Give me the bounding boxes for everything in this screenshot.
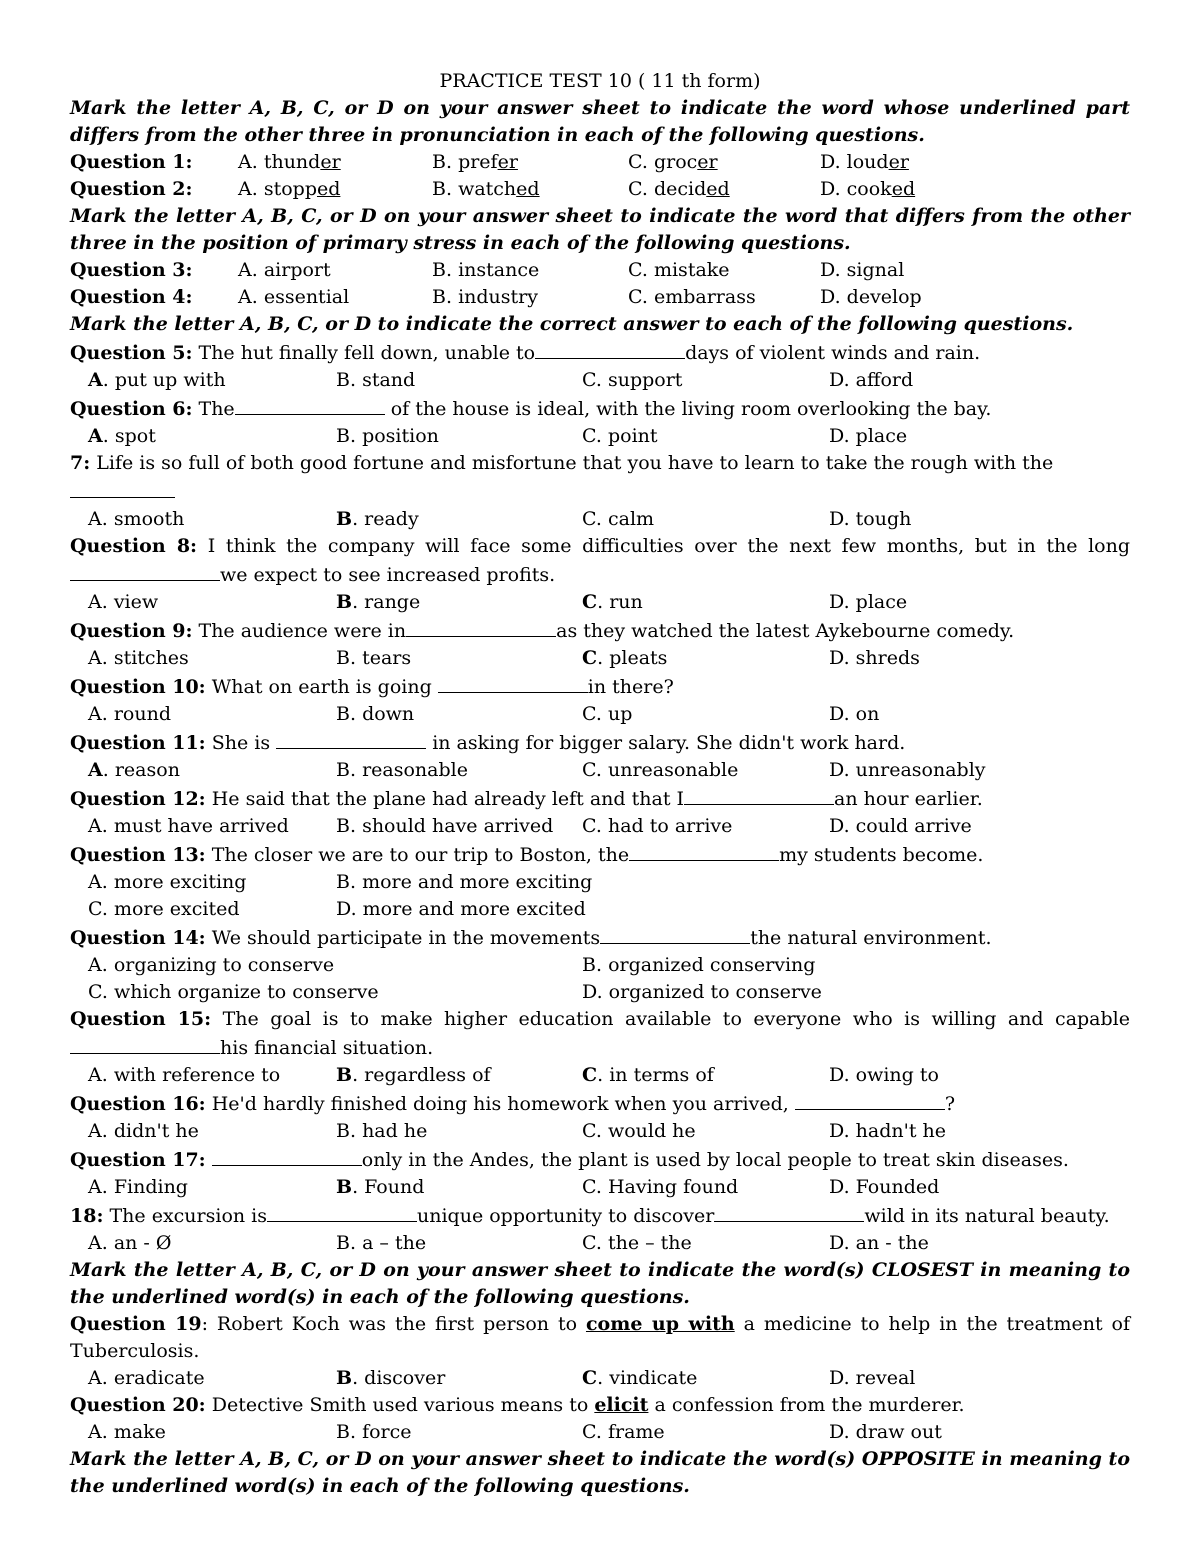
option-a: A. stopped <box>238 178 341 200</box>
option-a: A. organizing to conserve <box>88 954 335 976</box>
option-c: C. the – the <box>582 1232 692 1254</box>
option-b: B. organized conserving <box>582 954 816 976</box>
option-b: B. ready <box>336 508 419 530</box>
option-c: C. calm <box>582 508 655 530</box>
option-b: B. Found <box>336 1176 425 1198</box>
option-d: D. owing to <box>829 1064 939 1086</box>
option-b: B. had he <box>336 1120 428 1142</box>
option-d: D. hadn't he <box>829 1120 946 1142</box>
question-11-stem: Question 11: She is in asking for bigger salary. She didn't work hard. <box>70 728 1130 757</box>
answer-blank <box>795 1089 945 1110</box>
question-15-stem: Question 15: The goal is to make higher education available to everyone who is willing and capablehis financial situation. <box>70 1008 1130 1059</box>
option-a: A. airport <box>238 259 331 281</box>
question-18-options <box>70 1230 1130 1257</box>
option-a: A. put up with <box>88 369 226 391</box>
option-d: D. place <box>829 591 908 613</box>
question-8-stem: Question 8: I think the company will face some difficulties over the next few months, but in the longwe expect to see increased profits. <box>70 535 1131 586</box>
option-b: B. prefer <box>432 151 518 173</box>
option-b: B. regardless of <box>336 1064 491 1086</box>
option-b: B. industry <box>432 286 538 308</box>
option-b: B. watched <box>432 178 540 200</box>
option-d: D. reveal <box>829 1367 916 1389</box>
question-7-stem: 7: Life is so full of both good fortune and misfortune that you have to learn to take the rough with the <box>70 450 1130 506</box>
question-7-options <box>70 506 1130 533</box>
option-d: D. cooked <box>820 178 916 200</box>
option-b: B. tears <box>336 647 412 669</box>
option-b: B. down <box>336 703 415 725</box>
option-c: C. decided <box>628 178 730 200</box>
instruction-pronunciation: Mark the letter A, B, C, or D on your answer sheet to indicate the word whose underlined part differs from the other three in pronunciation in each of the following questions. <box>70 97 1130 146</box>
question-15-options <box>70 1062 1130 1089</box>
option-d: D. shreds <box>829 647 920 669</box>
question-label: Question 4: <box>70 286 193 308</box>
option-a: A. stitches <box>88 647 189 669</box>
question-2 <box>70 176 1130 203</box>
underlined-word: elicit <box>594 1394 649 1416</box>
option-c: C. in terms of <box>582 1064 714 1086</box>
question-8-options <box>70 589 1130 616</box>
option-a: A. essential <box>238 286 350 308</box>
question-10-stem: Question 10: What on earth is going in there? <box>70 672 1130 701</box>
option-c: C. unreasonable <box>582 759 739 781</box>
question-17-options <box>70 1174 1130 1201</box>
option-c: C. more excited <box>88 898 240 920</box>
test-page <box>70 68 1130 1500</box>
option-c: C. run <box>582 591 643 613</box>
option-d: D. Founded <box>829 1176 940 1198</box>
question-6-options <box>70 423 1130 450</box>
instruction-stress: Mark the letter A, B, C, or D on your answer sheet to indicate the word that differs from the other three in the position of primary stress in each of the following questions. <box>70 205 1130 254</box>
answer-blank <box>535 338 685 359</box>
option-b: B. should have arrived <box>336 815 554 837</box>
instruction-closest-meaning: Mark the letter A, B, C, or D on your answer sheet to indicate the word(s) CLOSEST in meaning to the underlined word(s) in each of the following questions. <box>70 1259 1130 1308</box>
option-d: D. place <box>829 425 908 447</box>
option-a: A. reason <box>88 759 180 781</box>
option-a: A. thunder <box>238 151 341 173</box>
option-d: D. unreasonably <box>829 759 986 781</box>
option-a: A. must have arrived <box>88 815 289 837</box>
question-10-options <box>70 701 1130 728</box>
answer-blank <box>714 1201 864 1222</box>
answer-blank <box>70 560 220 581</box>
underlined-phrase: come up with <box>585 1313 735 1335</box>
option-c: C. embarrass <box>628 286 756 308</box>
answer-blank <box>212 1145 362 1166</box>
question-19-options <box>70 1365 1130 1392</box>
option-c: C. pleats <box>582 647 668 669</box>
option-a: A. eradicate <box>88 1367 205 1389</box>
option-d: D. signal <box>820 259 905 281</box>
question-12-stem: Question 12: He said that the plane had already left and that I an hour earlier. <box>70 784 1130 813</box>
option-c: C. Having found <box>582 1176 739 1198</box>
question-20-stem: Question 20: Detective Smith used various means to elicit a confession from the murderer. <box>70 1394 965 1416</box>
answer-blank <box>70 477 175 498</box>
question-label: Question 2: <box>70 178 193 200</box>
question-label: Question 1: <box>70 151 193 173</box>
option-d: D. organized to conserve <box>582 981 822 1003</box>
option-c: C. which organize to conserve <box>88 981 379 1003</box>
option-d: D. afford <box>829 369 914 391</box>
option-c: C. had to arrive <box>582 815 733 837</box>
option-b: B. more and more exciting <box>336 871 593 893</box>
question-1 <box>70 149 1130 176</box>
option-d: D. more and more excited <box>336 898 586 920</box>
option-c: C. support <box>582 369 683 391</box>
question-14-options-ab <box>70 952 1130 979</box>
option-c: C. would he <box>582 1120 696 1142</box>
question-18-stem: 18: The excursion is unique opportunity to discover wild in its natural beauty. <box>70 1201 1130 1230</box>
question-9-options <box>70 645 1130 672</box>
option-a: A. spot <box>88 425 156 447</box>
option-b: B. position <box>336 425 439 447</box>
question-20-options <box>70 1419 1130 1446</box>
option-c: C. up <box>582 703 633 725</box>
answer-blank <box>600 923 750 944</box>
answer-blank <box>406 616 556 637</box>
answer-blank <box>276 728 426 749</box>
answer-blank <box>235 394 385 415</box>
option-a: A. more exciting <box>88 871 247 893</box>
option-b: B. force <box>336 1421 412 1443</box>
option-a: A. view <box>88 591 159 613</box>
option-d: D. on <box>829 703 880 725</box>
option-c: C. grocer <box>628 151 718 173</box>
option-d: D. draw out <box>829 1421 942 1443</box>
question-19-stem: Question 19: Robert Koch was the first person to come up with a medicine to help in the treatment of Tuberculosis. <box>70 1313 1130 1362</box>
answer-blank <box>70 1033 220 1054</box>
option-b: B. discover <box>336 1367 446 1389</box>
option-a: A. make <box>88 1421 166 1443</box>
question-16-options <box>70 1118 1130 1145</box>
option-c: C. frame <box>582 1421 665 1443</box>
answer-blank <box>684 784 834 805</box>
question-13-stem: Question 13: The closer we are to our trip to Boston, the my students become. <box>70 840 1130 869</box>
answer-blank <box>267 1201 417 1222</box>
option-d: D. an - the <box>829 1232 929 1254</box>
option-b: B. reasonable <box>336 759 468 781</box>
instruction-opposite-meaning: Mark the letter A, B, C, or D on your answer sheet to indicate the word(s) OPPOSITE in meaning to the underlined word(s) in each of the following questions. <box>70 1448 1130 1497</box>
option-a: A. Finding <box>88 1176 188 1198</box>
instruction-correct-answer: Mark the letter A, B, C, or D to indicate the correct answer to each of the following questions. <box>70 313 1074 335</box>
answer-blank <box>438 672 588 693</box>
option-a: A. smooth <box>88 508 185 530</box>
option-c: C. point <box>582 425 658 447</box>
question-6-stem: Question 6: The of the house is ideal, with the living room overlooking the bay. <box>70 394 1130 423</box>
option-a: A. an - Ø <box>88 1232 172 1254</box>
question-5-options <box>70 367 1130 394</box>
answer-blank <box>629 840 779 861</box>
question-16-stem: Question 16: He'd hardly finished doing his homework when you arrived, ? <box>70 1089 1130 1118</box>
option-d: D. develop <box>820 286 922 308</box>
page-title: PRACTICE TEST 10 ( 11 th form) <box>439 70 761 92</box>
option-a: A. with reference to <box>88 1064 281 1086</box>
question-13-options-ab <box>70 869 1130 896</box>
question-3 <box>70 257 1130 284</box>
option-d: D. tough <box>829 508 912 530</box>
question-13-options-cd <box>70 896 1130 923</box>
option-b: B. stand <box>336 369 416 391</box>
question-9-stem: Question 9: The audience were in as they watched the latest Aykebourne comedy. <box>70 616 1130 645</box>
question-5-stem: Question 5: The hut finally fell down, unable to days of violent winds and rain. <box>70 338 1130 367</box>
question-12-options <box>70 813 1130 840</box>
option-d: D. could arrive <box>829 815 972 837</box>
question-4 <box>70 284 1130 311</box>
question-label: Question 3: <box>70 259 193 281</box>
option-c: C. mistake <box>628 259 730 281</box>
question-17-stem: Question 17: only in the Andes, the plant is used by local people to treat skin diseases. <box>70 1145 1130 1174</box>
option-b: B. instance <box>432 259 540 281</box>
option-d: D. louder <box>820 151 909 173</box>
option-b: B. a – the <box>336 1232 427 1254</box>
option-b: B. range <box>336 591 421 613</box>
option-a: A. didn't he <box>88 1120 199 1142</box>
question-14-options-cd <box>70 979 1130 1006</box>
option-c: C. vindicate <box>582 1367 698 1389</box>
question-11-options <box>70 757 1130 784</box>
question-14-stem: Question 14: We should participate in the movements the natural environment. <box>70 923 1130 952</box>
option-a: A. round <box>88 703 171 725</box>
